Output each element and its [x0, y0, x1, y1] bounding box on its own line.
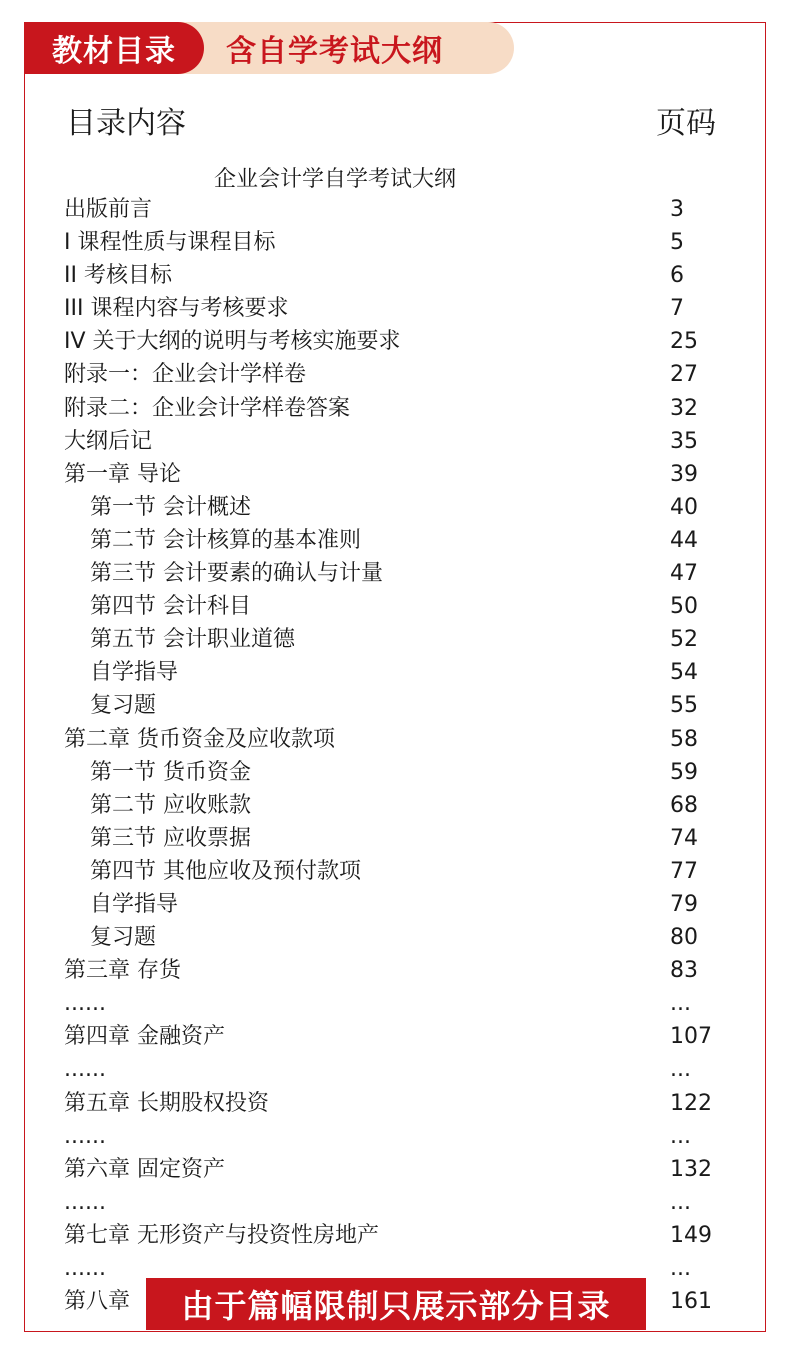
toc-entry	[64, 756, 744, 789]
toc-entry-page: ...	[670, 1256, 691, 1281]
toc-entry	[64, 723, 744, 756]
toc-entry	[64, 987, 744, 1020]
toc-entry-page: ...	[670, 1123, 691, 1149]
toc-entry	[64, 226, 744, 259]
toc-entry	[64, 623, 744, 656]
toc-list	[64, 193, 744, 1318]
toc-entry	[64, 789, 744, 822]
toc-entry-label: 第四章 金融资产	[64, 1024, 225, 1050]
toc-entry-label: I 课程性质与课程目标	[64, 230, 276, 256]
toc-entry-label: 第三节 会计要素的确认与计量	[90, 561, 383, 587]
toc-entry-page: 74	[670, 825, 698, 851]
toc-entry	[64, 458, 744, 491]
header-tabs	[24, 22, 514, 74]
toc-entry-page: 6	[670, 263, 684, 289]
toc-entry	[64, 392, 744, 425]
toc-entry-page: 122	[670, 1090, 712, 1116]
toc-entry-label: 大纲后记	[64, 428, 153, 454]
toc-entry-page: 35	[670, 428, 698, 454]
toc-entry	[64, 524, 744, 557]
toc-entry-page: 52	[670, 627, 698, 653]
toc-entry-page: 44	[670, 527, 698, 553]
toc-entry	[64, 1120, 744, 1153]
toc-entry-page: 47	[670, 561, 698, 587]
toc-entry-label: 第五节 会计职业道德	[90, 627, 295, 653]
toc-entry	[64, 491, 744, 524]
toc-entry-page: 161	[670, 1289, 712, 1315]
toc-entry-label: IV 关于大纲的说明与考核实施要求	[64, 329, 401, 355]
toc-entry-label: 第一节 货币资金	[90, 759, 251, 785]
toc-entry-label: 复习题	[90, 693, 157, 719]
toc-entry-label: III 课程内容与考核要求	[64, 296, 289, 322]
toc-entry	[64, 1020, 744, 1053]
toc-entry-label: 第八章	[64, 1289, 131, 1315]
toc-entry	[64, 557, 744, 590]
toc-entry	[64, 1087, 744, 1120]
toc-entry-page: 55	[670, 693, 698, 719]
toc-entry-page: 80	[670, 925, 698, 951]
toc-entry	[64, 358, 744, 391]
toc-entry-label: ......	[64, 1189, 106, 1215]
toc-entry-page: ...	[670, 1057, 691, 1083]
toc-entry-label: 附录一：企业会计学样卷	[64, 362, 307, 388]
toc-entry-label: II 考核目标	[64, 263, 172, 289]
toc-entry-label: 第一章 导论	[64, 461, 181, 487]
toc-entry-label: ......	[64, 1057, 106, 1083]
tab-syllabus-label: 含自学考试大纲	[174, 22, 514, 74]
toc-entry-page: 77	[670, 858, 698, 884]
partial-toc-banner: 由于篇幅限制只展示部分目录	[146, 1278, 646, 1330]
toc-entry-label: 第五章 长期股权投资	[64, 1090, 269, 1116]
toc-entry-label: 复习题	[90, 925, 157, 951]
toc-entry-label: 出版前言	[64, 197, 153, 222]
toc-entry-label: ......	[64, 991, 106, 1017]
toc-entry-label: 第六章 固定资产	[64, 1156, 225, 1182]
toc-entry-page: 32	[670, 395, 698, 421]
toc-entry	[64, 888, 744, 921]
toc-entry-label: 第二节 应收账款	[90, 792, 251, 818]
toc-entry-page: 27	[670, 362, 698, 388]
toc-entry-label: 第二节 会计核算的基本准则	[90, 527, 361, 553]
toc-entry-page: 59	[670, 759, 698, 785]
toc-entry	[64, 425, 744, 458]
toc-entry-label: 第七章 无形资产与投资性房地产	[64, 1222, 379, 1248]
toc-entry-page: 83	[670, 958, 698, 984]
toc-entry	[64, 656, 744, 689]
toc-entry-label: ......	[64, 1123, 106, 1149]
toc-entry-page: 149	[670, 1222, 712, 1248]
toc-title: 企业会计学自学考试大纲	[214, 167, 457, 192]
toc-entry-label: 附录二：企业会计学样卷答案	[64, 395, 351, 421]
toc-entry	[64, 292, 744, 325]
toc-entry	[64, 954, 744, 987]
toc-entry-label: 第四节 会计科目	[90, 594, 251, 620]
toc-entry	[64, 259, 744, 292]
toc-entry-page: 5	[670, 230, 684, 256]
toc-entry	[64, 855, 744, 888]
toc-entry-page: 68	[670, 792, 698, 818]
toc-entry-page: 58	[670, 726, 698, 752]
toc-entry-label: ......	[64, 1256, 106, 1281]
toc-entry	[64, 325, 744, 358]
toc-entry-page: ...	[670, 991, 691, 1017]
toc-entry-page: 107	[670, 1024, 712, 1050]
toc-entry	[64, 689, 744, 722]
toc-entry-page: 50	[670, 594, 698, 620]
toc-entry-label: 第一节 会计概述	[90, 494, 251, 520]
column-header-contents: 目录内容	[66, 106, 186, 141]
tab-toc-label: 教材目录	[24, 22, 204, 74]
column-header-page: 页码	[656, 106, 716, 141]
toc-entry-label: 第三节 应收票据	[90, 825, 251, 851]
toc-entry-label: 第三章 存货	[64, 958, 181, 984]
toc-entry-page: 3	[670, 197, 684, 222]
toc-entry-page: 79	[670, 891, 698, 917]
toc-entry-page: 40	[670, 494, 698, 520]
toc-entry	[64, 590, 744, 623]
toc-entry-page: 39	[670, 461, 698, 487]
toc-entry	[64, 1219, 744, 1252]
toc-entry	[64, 1153, 744, 1186]
toc-entry	[64, 822, 744, 855]
toc-entry-page: ...	[670, 1189, 691, 1215]
toc-entry-page: 54	[670, 660, 698, 686]
toc-entry-label: 自学指导	[90, 660, 179, 686]
toc-entry-page: 132	[670, 1156, 712, 1182]
toc-entry-page: 25	[670, 329, 698, 355]
toc-entry	[64, 193, 744, 226]
toc-entry	[64, 1053, 744, 1086]
toc-entry-label: 第四节 其他应收及预付款项	[90, 858, 361, 884]
toc-entry	[64, 921, 744, 954]
toc-entry-label: 自学指导	[90, 891, 179, 917]
toc-entry	[64, 1186, 744, 1219]
toc-entry-label: 第二章 货币资金及应收款项	[64, 726, 335, 752]
toc-entry-page: 7	[670, 296, 684, 322]
